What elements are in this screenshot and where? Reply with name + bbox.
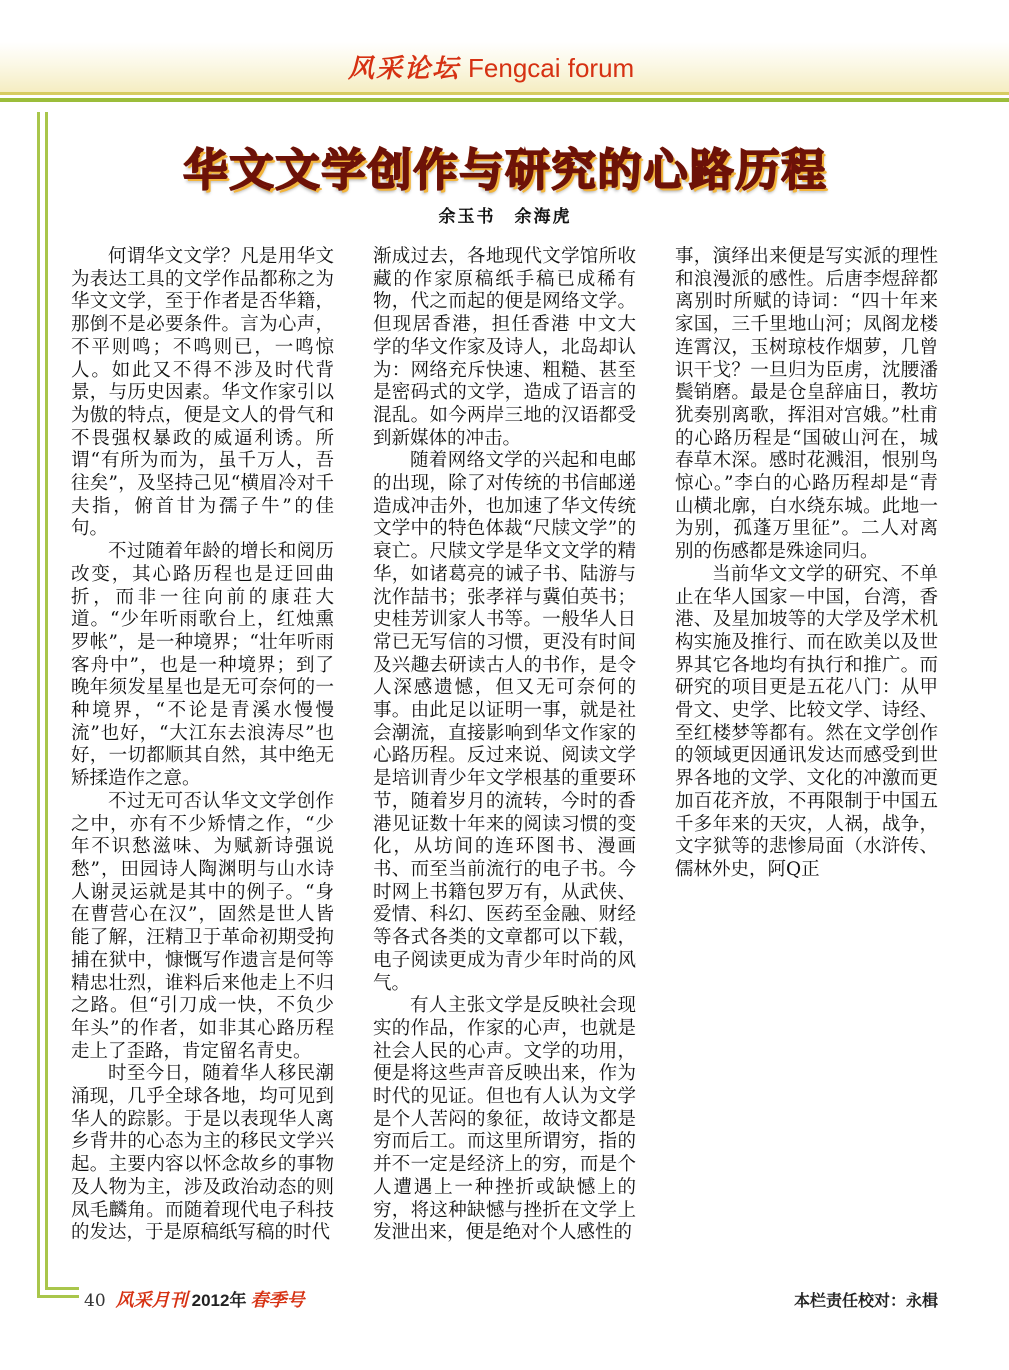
left-border-line-inner: [45, 112, 48, 1290]
text-column-3: [675, 246, 938, 1258]
article-paragraph: 何谓华文文学？凡是用华文为表达工具的文学作品都称之为华文文学，至于作者是否华籍，那倒不是必要条件。言为心声，不平则鸣；不鸣则已，一鸣惊人。如此又不得不涉及时代背景，与历史因素。华文作家引以为傲的特点，便是文人的骨气和不畏强权暴政的威逼利诱。所谓“有所为而为，虽千万人，吾往矣”，及坚持己见“横眉冷对千夫指，俯首甘为孺子牛”的佳句。: [71, 246, 334, 540]
bottom-border-line-outer: [37, 1295, 79, 1298]
article-paragraph: 不过随着年龄的增长和阅历改变，其心路历程也是迂回曲折，而非一往向前的康荘大道。“少年听雨歌台上，红烛熏罗帐”，是一种境界；“壮年听雨客舟中”，也是一种境界；到了晚年须发星星也是无可奈何的一种境界，“不论是青溪水慢慢流”也好，“大江东去浪涛尽”也好，一切都顺其自然，其中绝无矫揉造作之意。: [71, 541, 334, 790]
article-paragraph: 渐成过去，各地现代文学馆所收藏的作家原稿纸手稿已成稀有物，代之而起的便是网络文学。但现居香港，担任香港 中文大学的华文作家及诗人，北岛却认为：网络充斥快速、粗糙、甚至是密码式的文学，造成了语言的混乱。如今两岸三地的汉语都受到新媒体的冲击。: [373, 246, 636, 449]
article-paragraph: 随着网络文学的兴起和电邮的出现，除了对传统的书信邮递造成冲击外，也加速了华文传统文学中的特色体裁“尺牍文学”的衰亡。尺牍文学是华文文学的精华，如诸葛亮的诫子书、陆游与沈作喆书；张孝祥与冀伯英书；史桂芳训家人书等。一般华人日常已无写信的习惯，更没有时间及兴趣去研读古人的书作，是令人深感遗憾，但又无可奈何的事。由此足以证明一事，就是社会潮流，直接影响到华文作家的心路历程。反过来说、阅读文学是培训青少年文学根基的重要环节，随着岁月的流转，今时的香港见证数十年来的阅读习惯的变化，从坊间的连环图书、漫画书、而至当前流行的电子书。今时网上书籍包罗万有，从武侠、爱情、科幻、医药至金融、财经等各式各类的文章都可以下载，电子阅读更成为青少年时尚的风气。: [373, 450, 636, 994]
footer-publication: [84, 1288, 304, 1314]
magazine-name: 风采月刊: [115, 1290, 188, 1311]
proofreader-credit: 本栏责任校对：永楫: [793, 1291, 938, 1310]
header-divider-green: [0, 98, 1009, 102]
text-column-2: [373, 246, 636, 1258]
article-authors: 余玉书 余海虎: [438, 207, 572, 227]
issue-season: 春季号: [250, 1290, 305, 1311]
section-header: [348, 50, 634, 86]
article-paragraph: 事，演绎出来便是写实派的理性和浪漫派的感性。后唐李煜辞都离别时所赋的诗词：“四十年来家国，三千里地山河；凤阁龙楼连霄汉，玉树琼枝作烟萝，几曾识干戈？一旦归为臣虏，沈腰潘鬓销磨。最是仓皇辞庙日，教坊犹奏别离歌，挥泪对宫娥。”杜甫的心路历程是“国破山河在，城春草木深。感时花溅泪，恨别鸟惊心。”李白的心路历程却是“青山横北廓，白水绕东城。此地一为别，孤蓬万里征”。二人对离别的伤感都是殊途同归。: [675, 246, 938, 563]
page-number: 40: [84, 1291, 106, 1311]
left-border-line-outer: [37, 112, 40, 1298]
article-paragraph: 当前华文文学的研究、不单止在华人国家－中国，台湾，香港、及星加坡等的大学及学术机构实施及推行、而在欧美以及世界其它各地均有执行和推广。而研究的项目更是五花八门：从甲骨文、史学、比较文学、诗经、至红楼梦等都有。然在文学创作的领域更因通讯发达而感受到世界各地的文学、文化的冲激而更加百花齐放，不再限制于中国五千多年来的天灾，人祸，战争，文字狱等的悲惨局面（水浒传、儒林外史，阿Q正: [675, 563, 938, 880]
article-title: 华文文学创作与研究的心路历程: [183, 145, 828, 196]
bottom-border-line-inner: [45, 1287, 79, 1290]
text-column-1: [71, 246, 334, 1258]
article-paragraph: 时至今日，随着华人移民潮涌现，几乎全球各地，均可见到华人的踪影。于是以表现华人离乡背井的心态为主的移民文学兴起。主要内容以怀念故乡的事物及人物为主，涉及政治动态的则凤毛麟角。而随着现代电子科技的发达，于是原稿纸写稿的时代: [71, 1063, 334, 1244]
article-paragraph: 不过无可否认华文文学创作之中，亦有不少矫情之作，“少年不识愁滋味、为赋新诗强说愁”，田园诗人陶渊明与山水诗人谢灵运就是其中的例子。“身在曹营心在汉”，固然是世人皆能了解，汪精卫于革命初期受拘捕在狱中，慷慨写作遗言是何等精忠壮烈，谁料后来他走上不归之路。但“引刀成一快，不负少年头”的作者，如非其心路历程走上了歪路，肯定留名青史。: [71, 790, 334, 1062]
issue-year: 2012年: [191, 1291, 247, 1310]
section-name-en: Fengcai forum: [468, 53, 635, 83]
article-paragraph: 有人主张文学是反映社会现实的作品，作家的心声，也就是社会人民的心声。文学的功用，便是将这些声音反映出来，作为时代的见证。但也有人认为文学是个人苦闷的象征，故诗文都是穷而后工。而这里所谓穷，指的并不一定是经济上的穷，而是个人遭遇上一种挫折或缺憾上的穷，将这种缺憾与挫折在文学上发泄出来，便是绝对个人感性的: [373, 995, 636, 1244]
section-name-cn: 风采论坛: [348, 54, 461, 84]
header-divider-yellow: [0, 92, 1009, 95]
